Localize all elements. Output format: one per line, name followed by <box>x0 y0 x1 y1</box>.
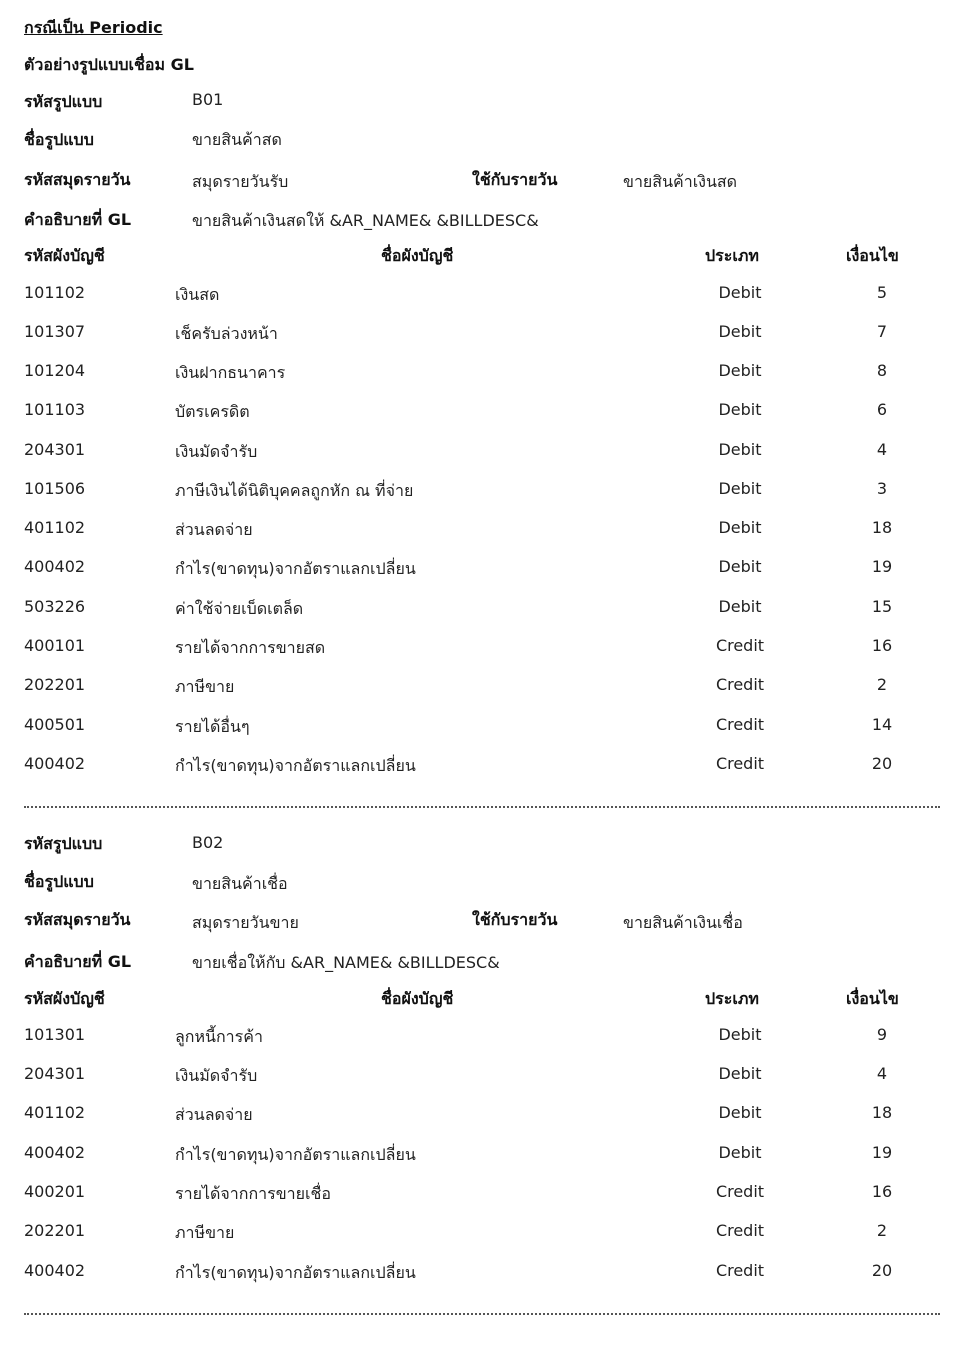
gl-desc-label: คำอธิบายที่ GL <box>24 952 132 971</box>
entry-type: Debit <box>718 440 762 459</box>
account-name: เงินสด <box>175 285 220 304</box>
entry-type: Debit <box>718 479 762 498</box>
page-subtitle: ตัวอย่างรูปแบบเชื่อม GL <box>24 55 194 74</box>
entry-type: Credit <box>715 715 765 734</box>
account-code: 400402 <box>24 1261 86 1280</box>
account-name: เงินฝากธนาคาร <box>175 363 286 382</box>
account-name: ส่วนลดจ่าย <box>175 1105 253 1124</box>
col-account-name: ชื่อผังบัญชี <box>381 246 454 265</box>
entry-type: Credit <box>715 1182 765 1201</box>
table-row <box>0 557 966 597</box>
condition-value: 2 <box>876 1221 888 1240</box>
account-code: 400501 <box>24 715 86 734</box>
use-with-label: ใช้กับรายวัน <box>472 910 558 929</box>
account-code: 101506 <box>24 479 86 498</box>
template-name-label: ชื่อรูปแบบ <box>24 130 94 149</box>
table-row <box>0 1143 966 1183</box>
condition-value: 14 <box>871 715 893 734</box>
table-row <box>0 361 966 401</box>
condition-value: 5 <box>876 283 888 302</box>
account-name: รายได้จากการขายสด <box>175 638 326 657</box>
template-code-label: รหัสรูปแบบ <box>24 92 103 111</box>
account-code: 101102 <box>24 283 86 302</box>
template-code-label: รหัสรูปแบบ <box>24 834 103 853</box>
template-code-value: B02 <box>192 833 224 852</box>
account-name: ลูกหนี้การค้า <box>175 1027 263 1046</box>
template-name-label: ชื่อรูปแบบ <box>24 872 94 891</box>
table-row <box>0 1221 966 1261</box>
template-name-value: ขายสินค้าสด <box>192 130 282 149</box>
entry-type: Debit <box>718 1103 762 1122</box>
account-name: กำไร(ขาดทุน)จากอัตราแลกเปลี่ยน <box>175 756 416 775</box>
account-code: 400402 <box>24 557 86 576</box>
entry-type: Credit <box>715 754 765 773</box>
template-code-value: B01 <box>192 90 224 109</box>
table-row <box>0 715 966 755</box>
table-row <box>0 1103 966 1143</box>
condition-value: 4 <box>876 1064 888 1083</box>
account-code: 204301 <box>24 440 86 459</box>
account-name: ภาษีเงินได้นิติบุคคลถูกหัก ณ ที่จ่าย <box>175 481 414 500</box>
account-code: 400101 <box>24 636 86 655</box>
table-row <box>0 440 966 480</box>
gl-desc-value: ขายสินค้าเงินสดให้ &AR_NAME& &BILLDESC& <box>192 211 539 230</box>
col-account-code: รหัสผังบัญชี <box>24 989 105 1008</box>
gl-desc-value: ขายเชื่อให้กับ &AR_NAME& &BILLDESC& <box>192 953 500 972</box>
entry-type: Debit <box>718 1064 762 1083</box>
table-row <box>0 1064 966 1104</box>
entry-type: Credit <box>715 1221 765 1240</box>
account-name: ส่วนลดจ่าย <box>175 520 253 539</box>
table-row <box>0 1182 966 1222</box>
condition-value: 16 <box>871 1182 893 1201</box>
account-code: 401102 <box>24 518 86 537</box>
entry-type: Debit <box>718 400 762 419</box>
template-name-value: ขายสินค้าเชื่อ <box>192 874 288 893</box>
table-row <box>0 1261 966 1301</box>
col-type: ประเภท <box>705 246 759 265</box>
condition-value: 4 <box>876 440 888 459</box>
condition-value: 2 <box>876 675 888 694</box>
account-code: 401102 <box>24 1103 86 1122</box>
entry-type: Credit <box>715 636 765 655</box>
account-code: 204301 <box>24 1064 86 1083</box>
account-code: 400402 <box>24 1143 86 1162</box>
condition-value: 19 <box>871 1143 893 1162</box>
account-name: เงินมัดจำรับ <box>175 442 258 461</box>
col-condition: เงื่อนไข <box>846 246 899 265</box>
use-with-label: ใช้กับรายวัน <box>472 170 558 189</box>
condition-value: 3 <box>876 479 888 498</box>
page-title <box>24 16 163 41</box>
entry-type: Debit <box>718 283 762 302</box>
table-row <box>0 518 966 558</box>
condition-value: 18 <box>871 1103 893 1122</box>
account-code: 503226 <box>24 597 86 616</box>
col-condition: เงื่อนไข <box>846 989 899 1008</box>
account-name: กำไร(ขาดทุน)จากอัตราแลกเปลี่ยน <box>175 559 416 578</box>
account-name: กำไร(ขาดทุน)จากอัตราแลกเปลี่ยน <box>175 1145 416 1164</box>
dotted-divider <box>24 806 940 808</box>
journal-code-value: สมุดรายวันรับ <box>192 172 289 191</box>
account-name: เงินมัดจำรับ <box>175 1066 258 1085</box>
condition-value: 18 <box>871 518 893 537</box>
entry-type: Debit <box>718 361 762 380</box>
table-row <box>0 283 966 323</box>
table-row <box>0 754 966 794</box>
entry-type: Debit <box>718 1025 762 1044</box>
table-row <box>0 400 966 440</box>
table-row <box>0 597 966 637</box>
dotted-divider <box>24 1313 940 1315</box>
use-with-value: ขายสินค้าเงินเชื่อ <box>623 913 743 932</box>
table-row <box>0 479 966 519</box>
condition-value: 9 <box>876 1025 888 1044</box>
account-name: รายได้จากการขายเชื่อ <box>175 1184 331 1203</box>
account-name: ภาษีขาย <box>175 1223 235 1242</box>
journal-code-label: รหัสสมุดรายวัน <box>24 170 131 189</box>
table-row <box>0 675 966 715</box>
account-name: บัตรเครดิต <box>175 402 250 421</box>
account-code: 101204 <box>24 361 86 380</box>
table-row <box>0 322 966 362</box>
entry-type: Credit <box>715 675 765 694</box>
condition-value: 15 <box>871 597 893 616</box>
table-row <box>0 1025 966 1065</box>
entry-type: Debit <box>718 518 762 537</box>
condition-value: 7 <box>876 322 888 341</box>
account-code: 101301 <box>24 1025 86 1044</box>
account-code: 202201 <box>24 675 86 694</box>
entry-type: Debit <box>718 1143 762 1162</box>
gl-desc-label: คำอธิบายที่ GL <box>24 210 132 229</box>
condition-value: 19 <box>871 557 893 576</box>
col-account-code: รหัสผังบัญชี <box>24 246 105 265</box>
table-row <box>0 636 966 676</box>
account-code: 202201 <box>24 1221 86 1240</box>
account-name: เช็ครับล่วงหน้า <box>175 324 278 343</box>
journal-code-value: สมุดรายวันขาย <box>192 913 299 932</box>
condition-value: 20 <box>871 1261 893 1280</box>
account-code: 400402 <box>24 754 86 773</box>
col-account-name: ชื่อผังบัญชี <box>381 989 454 1008</box>
account-name: ภาษีขาย <box>175 677 235 696</box>
journal-code-label: รหัสสมุดรายวัน <box>24 910 131 929</box>
account-code: 101307 <box>24 322 86 341</box>
entry-type: Debit <box>718 557 762 576</box>
use-with-value: ขายสินค้าเงินสด <box>623 172 738 191</box>
condition-value: 20 <box>871 754 893 773</box>
condition-value: 16 <box>871 636 893 655</box>
entry-type: Credit <box>715 1261 765 1280</box>
account-name: กำไร(ขาดทุน)จากอัตราแลกเปลี่ยน <box>175 1263 416 1282</box>
condition-value: 6 <box>876 400 888 419</box>
col-type: ประเภท <box>705 989 759 1008</box>
condition-value: 8 <box>876 361 888 380</box>
account-name: รายได้อื่นๆ <box>175 717 250 736</box>
page-title-text: กรณีเป็น Periodic <box>24 18 163 37</box>
account-code: 400201 <box>24 1182 86 1201</box>
account-name: ค่าใช้จ่ายเบ็ดเตล็ด <box>175 599 304 618</box>
entry-type: Debit <box>718 322 762 341</box>
account-code: 101103 <box>24 400 86 419</box>
entry-type: Debit <box>718 597 762 616</box>
